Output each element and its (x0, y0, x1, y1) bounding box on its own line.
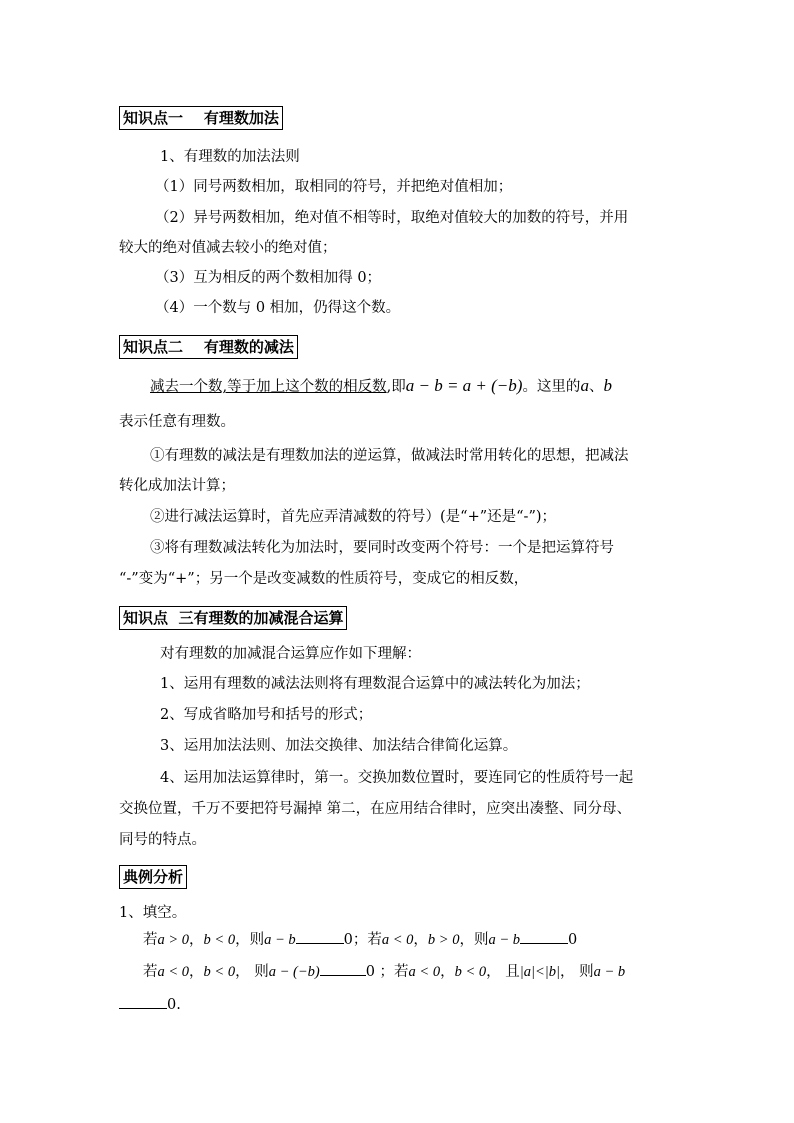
question-1-line-3 (119, 994, 181, 1015)
section-heading-examples: 典例分析 (119, 865, 187, 889)
answer-blank-4[interactable] (119, 994, 167, 1009)
text-ze: ， 则 (235, 964, 269, 980)
condition-b-pos: b > 0 (427, 932, 460, 948)
addition-rules-title: 1、有理数的加法法则 (160, 149, 300, 165)
definition-ji: ,即 (386, 379, 406, 395)
mixed-item-3: 3、运用加法法则、加法交换律、加法结合律简化运算。 (160, 738, 518, 754)
condition-a-pos: a > 0 (157, 932, 190, 948)
subtraction-def-cont: 表示任意有理数。 (119, 414, 235, 430)
subtraction-definition (150, 376, 612, 397)
mixed-intro: 对有理数的加减混合运算应作如下理解： (160, 646, 421, 662)
addition-rule-1: （1）同号两数相加，取相同的符号，并把绝对值相加； (155, 179, 513, 195)
var-a: a (580, 376, 589, 395)
subtraction-point-2: ②进行减法运算时，首先应弄清减数的符号）(是“+”还是“-”)； (150, 509, 557, 525)
text-ze: ，则 (459, 932, 489, 948)
section-heading-subtraction: 知识点二 有理数的减法 (119, 335, 298, 359)
definition-tail: 。这里的 (522, 379, 581, 395)
expr-a-minus-b: a − b (593, 964, 626, 980)
text-sep: ， (440, 964, 455, 980)
question-1-title: 1、填空。 (119, 905, 187, 921)
condition-b-neg: b < 0 (454, 964, 487, 980)
text-ze: ， 则 (559, 964, 594, 980)
mixed-item-4a: 4、运用加法运算律时，第一。交换加数位置时，要连同它的性质符号一起 (160, 770, 634, 786)
addition-rule-4: （4）一个数与 0 相加，仍得这个数。 (155, 300, 401, 316)
subtraction-point-3a: ③将有理数减法转化为加法时，要同时改变两个符号：一个是把运算符号 (150, 540, 614, 556)
text-ze: ，则 (235, 932, 265, 948)
section-heading-addition: 知识点一 有理数加法 (119, 106, 283, 130)
var-b: b (603, 376, 612, 395)
answer-blank-3[interactable] (320, 961, 366, 976)
addition-rule-3: （3）互为相反的两个数相加得 0； (155, 270, 382, 286)
answer-blank-2[interactable] (520, 929, 568, 944)
subtraction-formula: a − b = a + (−b) (405, 376, 523, 395)
text-ruo: 若 (143, 932, 158, 948)
subtraction-point-3b: “-”变为“+”；另一个是改变减数的性质符号，变成它的相反数， (119, 571, 529, 587)
mixed-item-1: 1、运用有理数的减法法则将有理数混合运算中的减法转化为加法； (160, 676, 590, 692)
question-1-line-2 (143, 961, 625, 982)
text-sep: ， (189, 964, 204, 980)
condition-a-neg: a < 0 (157, 964, 190, 980)
section-heading-mixed: 知识点 三有理数的加减混合运算 (119, 606, 347, 630)
definition-underlined: 减去一个数,等于加上这个数的相反数 (150, 379, 387, 395)
mixed-item-4b: 交换位置，千万不要把符号漏掉 第二，在应用结合律时，应突出凑整、同分母、 (119, 801, 632, 817)
text-zero-end: 0. (167, 997, 181, 1013)
text-zero-ruo: 0；若 (343, 932, 382, 948)
question-1-line-1 (143, 929, 577, 950)
addition-rule-2a: （2）异号两数相加，绝对值不相等时，取绝对值较大的加数的符号，并用 (155, 210, 629, 226)
definition-sep: 、 (588, 379, 604, 395)
expr-a-minus-neg-b: a − (−b) (268, 964, 320, 980)
text-sep: ， (413, 932, 428, 948)
subtraction-point-1b: 转化成加法计算； (119, 478, 235, 494)
condition-a-neg: a < 0 (381, 932, 414, 948)
text-zero: 0 (568, 932, 578, 948)
condition-a-neg: a < 0 (408, 964, 441, 980)
text-ruo: 若 (143, 964, 158, 980)
text-zero-ruo: 0 ；若 (365, 964, 409, 980)
condition-abs-compare: |a|<|b| (519, 964, 560, 980)
condition-b-neg: b < 0 (203, 964, 236, 980)
addition-rule-2b: 较大的绝对值减去较小的绝对值； (119, 240, 337, 256)
condition-b-neg: b < 0 (203, 932, 236, 948)
mixed-item-4c: 同号的特点。 (119, 832, 206, 848)
answer-blank-1[interactable] (296, 929, 344, 944)
text-qie: ， 且 (486, 964, 520, 980)
expr-a-minus-b: a − b (264, 932, 296, 948)
subtraction-point-1a: ①有理数的减法是有理数加法的逆运算，做减法时常用转化的思想，把减法 (150, 448, 629, 464)
mixed-item-2: 2、写成省略加号和括号的形式； (160, 707, 373, 723)
expr-a-minus-b: a − b (488, 932, 521, 948)
text-sep: ， (189, 932, 204, 948)
